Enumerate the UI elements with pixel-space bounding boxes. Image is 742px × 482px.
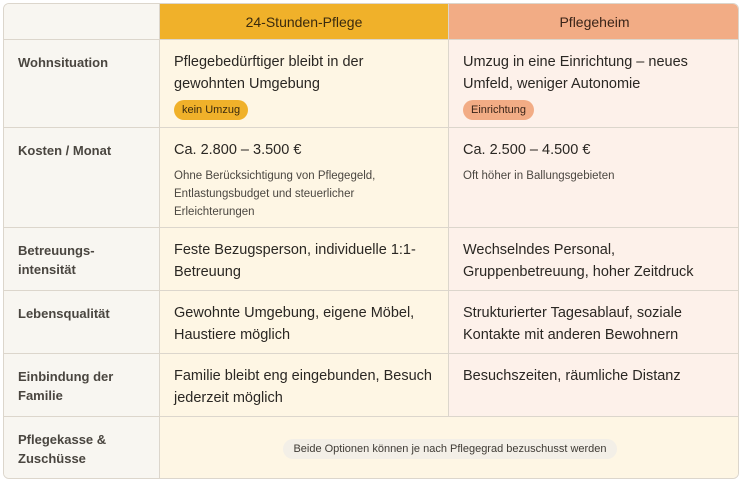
cell-costs-24h (160, 128, 449, 228)
cell-intensity-24h (160, 228, 449, 291)
cell-quality-home (449, 291, 739, 354)
cell-family-24h (160, 354, 449, 417)
row-label-family: Einbindung der Familie (4, 354, 160, 417)
cell-quality-24h (160, 291, 449, 354)
cell-costs-home (449, 128, 739, 228)
cell-text: Pflegebedürftiger bleibt in der gewohnten Umgebung (174, 54, 364, 92)
row-label-funding: Pflegekasse & Zuschüsse (4, 417, 160, 479)
comparison-table (3, 3, 739, 479)
cell-living-24h (160, 40, 449, 128)
header-corner (4, 4, 160, 40)
cell-living-home (449, 40, 739, 128)
row-label-costs: Kosten / Monat (4, 128, 160, 228)
badge-facility: Einrichtung (463, 100, 534, 120)
cell-text: Strukturierter Tagesablauf, soziale Kontakte mit anderen Bewohnern (463, 305, 682, 343)
cost-note: Oft höher in Ballungsgebieten (463, 170, 615, 182)
cell-text: Familie bleibt eng eingebunden, Besuch jederzeit möglich (174, 368, 432, 406)
cell-text: Besuchszeiten, räumliche Distanz (463, 368, 681, 384)
row-label-quality-of-life: Lebensqualität (4, 291, 160, 354)
badge-no-move: kein Umzug (174, 100, 248, 120)
header-nursing-home: Pflegeheim (449, 4, 739, 40)
row-label-living: Wohnsituation (4, 40, 160, 128)
cell-text: Feste Bezugsperson, individuelle 1:1-Betreuung (174, 242, 416, 280)
shared-note: Beide Optionen können je nach Pflegegrad bezuschusst werden (283, 439, 616, 459)
cost-value: Ca. 2.500 – 4.500 € (463, 142, 591, 158)
row-label-care-intensity: Betreuungs-intensität (4, 228, 160, 291)
header-24h-care: 24-Stunden-Pflege (160, 4, 449, 40)
cell-text: Gewohnte Umgebung, eigene Möbel, Haustiere möglich (174, 305, 415, 343)
cell-text: Umzug in eine Einrichtung – neues Umfeld, weniger Autonomie (463, 54, 688, 92)
cost-value: Ca. 2.800 – 3.500 € (174, 142, 302, 158)
cell-family-home (449, 354, 739, 417)
cost-note: Ohne Berücksichtigung von Pflegegeld, Entlastungsbudget und steuerlicher Erleichterungen (174, 170, 376, 218)
cell-text: Wechselndes Personal, Gruppenbetreuung, hoher Zeitdruck (463, 242, 694, 280)
cell-intensity-home (449, 228, 739, 291)
cell-funding-shared (160, 417, 739, 479)
